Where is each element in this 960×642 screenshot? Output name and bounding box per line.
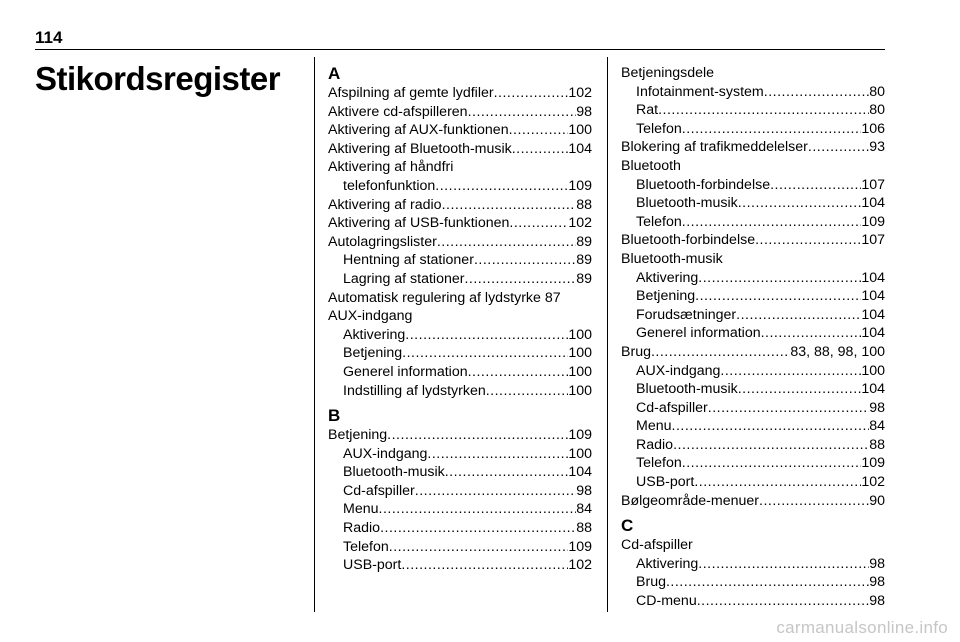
index-entry-bluetooth-forbindelse: [621, 231, 885, 250]
page-reference: 98: [576, 482, 592, 499]
dot-leader: [694, 473, 861, 492]
dot-leader: [380, 519, 576, 538]
page-reference: 109: [861, 455, 885, 472]
page-reference: 90: [869, 492, 885, 509]
index-entry-telefon: [621, 120, 885, 139]
entry-term: Bluetooth-musik: [636, 381, 738, 398]
index-entry-afspilning-af-gemte-lydfiler: [328, 84, 592, 103]
entry-term: Cd-afspiller: [343, 482, 415, 499]
entry-term: Aktivering af Bluetooth-musik: [328, 140, 512, 157]
index-entry-aktivering: [621, 555, 885, 574]
index-entry-usb-port: [621, 473, 885, 492]
dot-leader: [698, 269, 861, 288]
page-reference: 98: [869, 555, 885, 572]
index-entry-betjening: [328, 426, 592, 445]
dot-leader: [698, 555, 869, 574]
entry-term: Brug: [621, 343, 651, 360]
index-letter-heading: B: [328, 406, 341, 426]
index-entry-aktivering-af-håndfri: Aktivering af håndfri: [328, 159, 454, 176]
entry-term: Telefon: [636, 455, 682, 472]
page-reference: 80: [869, 83, 885, 100]
index-entry-blokering-af-trafikmeddelelser: [621, 138, 885, 157]
entry-term: Aktivering: [636, 269, 699, 286]
dot-leader: [682, 120, 862, 139]
dot-leader: [764, 83, 869, 102]
index-entry-aktivering-af-radio: [328, 196, 592, 215]
index-entry-generel-information: [621, 324, 885, 343]
dot-leader: [755, 231, 861, 250]
index-entry-bluetooth-musik: [621, 194, 885, 213]
page-reference: 98: [869, 399, 885, 416]
index-entry-rat: [621, 101, 885, 120]
dot-leader: [738, 194, 862, 213]
index-entry-menu: [621, 417, 885, 436]
entry-term: Menu: [636, 418, 672, 435]
page-reference: 109: [568, 538, 592, 555]
dot-leader: [672, 417, 870, 436]
index-entry-telefonfunktion: [328, 177, 592, 196]
page-reference: 98: [869, 593, 885, 610]
page-reference: 104: [861, 381, 885, 398]
index-column-2: [621, 64, 885, 611]
dot-leader: [494, 84, 569, 103]
entry-term: USB-port: [343, 557, 402, 574]
index-entry-cd-afspiller: Cd-afspiller: [621, 537, 693, 554]
entry-term: Radio: [343, 520, 381, 537]
page-reference: 106: [861, 120, 885, 137]
entry-term: Betjening: [636, 288, 696, 305]
dot-leader: [415, 482, 576, 501]
dot-leader: [708, 399, 869, 418]
page-reference: 80: [869, 102, 885, 119]
index-entry-telefon: [621, 213, 885, 232]
dot-leader: [761, 324, 862, 343]
index-entry-radio: [328, 519, 592, 538]
section-title: Stikordsregister: [35, 60, 281, 97]
index-entry-aux-indgang: [621, 362, 885, 381]
entry-term: AUX-indgang: [343, 445, 428, 462]
dot-leader: [738, 380, 862, 399]
index-entry-usb-port: [328, 556, 592, 575]
entry-term: Lagring af stationer: [343, 270, 465, 287]
page-reference: 100: [568, 363, 592, 380]
dot-leader: [673, 436, 869, 455]
entry-term: Bluetooth-forbindelse: [621, 232, 756, 249]
dot-leader: [512, 140, 569, 159]
dot-leader: [808, 138, 869, 157]
index-entry-aktivering-af-usb-funktionen: [328, 214, 592, 233]
dot-leader: [486, 382, 569, 401]
entry-term: AUX-indgang: [636, 362, 721, 379]
entry-term: Aktivere cd-afspilleren: [328, 103, 468, 120]
dot-leader: [468, 363, 569, 382]
entry-term: Indstilling af lydstyrken: [343, 382, 486, 399]
page-reference: 104: [861, 195, 885, 212]
dot-leader: [427, 445, 568, 464]
entry-term: telefonfunktion: [343, 177, 436, 194]
page-reference: 100: [568, 445, 592, 462]
dot-leader: [401, 556, 568, 575]
entry-term: Aktivering: [343, 326, 406, 343]
column-divider: [314, 57, 315, 612]
index-entry-hentning-af-stationer: [328, 251, 592, 270]
entry-term: Bluetooth-forbindelse: [636, 176, 771, 193]
page-reference: 89: [576, 270, 592, 287]
dot-leader: [651, 343, 790, 362]
entry-term: Bluetooth-musik: [343, 464, 445, 481]
index-letter-heading: A: [328, 64, 341, 83]
index-letter-heading: C: [621, 516, 634, 536]
column-divider: [607, 57, 608, 612]
index-entry-cd-afspiller: [328, 482, 592, 501]
page-reference: 104: [861, 269, 885, 286]
dot-leader: [509, 121, 569, 140]
dot-leader: [666, 573, 869, 592]
index-entry-aux-indgang: AUX-indgang: [328, 308, 413, 325]
entry-term: CD-menu: [636, 593, 697, 610]
page-reference: 107: [861, 232, 885, 249]
page-reference: 109: [568, 427, 592, 444]
entry-term: Aktivering af AUX-funktionen: [328, 122, 509, 139]
dot-leader: [720, 362, 861, 381]
dot-leader: [468, 103, 577, 122]
page-reference: 98: [576, 103, 592, 120]
page-reference: 84: [576, 501, 592, 518]
page-reference: 104: [861, 325, 885, 342]
page-reference: 88: [576, 196, 592, 213]
index-entry-lagring-af-stationer: [328, 270, 592, 289]
entry-term: USB-port: [636, 474, 695, 491]
page-reference: 93: [869, 139, 885, 156]
index-entry-brug: [621, 573, 885, 592]
index-entry-aktivering: [621, 269, 885, 288]
entry-term: Cd-afspiller: [636, 399, 708, 416]
index-entry-radio: [621, 436, 885, 455]
page-reference: 100: [568, 382, 592, 399]
entry-term: Rat: [636, 102, 659, 119]
index-entry-bølgeområde-menuer: [621, 492, 885, 511]
index-entry-bluetooth-musik: [621, 380, 885, 399]
page-reference: 89: [576, 252, 592, 269]
index-entry-bluetooth-musik: Bluetooth-musik: [621, 250, 723, 267]
page-reference: 104: [568, 140, 592, 157]
dot-leader: [379, 500, 577, 519]
entry-term: Bluetooth-musik: [636, 195, 738, 212]
entry-term: Generel information: [636, 325, 761, 342]
dot-leader: [405, 326, 568, 345]
page-reference: 98: [869, 574, 885, 591]
watermark: carmanualsonline.info: [776, 618, 948, 637]
page-reference: 102: [861, 474, 885, 491]
page-reference: 88: [576, 520, 592, 537]
entry-term: Forudsætninger: [636, 306, 737, 323]
entry-term: Aktivering: [636, 555, 699, 572]
index-entry-aktivering-af-bluetooth-musik: [328, 140, 592, 159]
dot-leader: [682, 454, 862, 473]
index-entry-automatisk-regulering-af-lydstyrke-87: Automatisk regulering af lydstyrke 87: [328, 289, 561, 306]
index-entry-bluetooth-forbindelse: [621, 176, 885, 195]
index-entry-betjening: [328, 344, 592, 363]
index-entry-bluetooth-musik: [328, 463, 592, 482]
page-reference: 100: [568, 122, 592, 139]
dot-leader: [697, 592, 870, 611]
page-reference: 100: [568, 345, 592, 362]
dot-leader: [658, 101, 869, 120]
entry-term: Aktivering af radio: [328, 196, 442, 213]
entry-term: Menu: [343, 501, 379, 518]
page-reference: 88: [869, 436, 885, 453]
index-entry-betjening: [621, 287, 885, 306]
page-reference: 104: [568, 464, 592, 481]
entry-term: Radio: [636, 436, 674, 453]
page-reference: 104: [861, 288, 885, 305]
index-entry-aktivering-af-aux-funktionen: [328, 121, 592, 140]
entry-term: Bølgeområde-menuer: [621, 492, 759, 509]
index-entry-autolagringslister: [328, 233, 592, 252]
dot-leader: [474, 251, 576, 270]
entry-term: Generel information: [343, 363, 468, 380]
dot-leader: [435, 177, 568, 196]
page-reference: 104: [861, 306, 885, 323]
page-reference: 100: [568, 326, 592, 343]
dot-leader: [759, 492, 869, 511]
dot-leader: [402, 344, 568, 363]
index-entry-cd-afspiller: [621, 399, 885, 418]
entry-term: Telefon: [343, 538, 389, 555]
page-reference: 109: [568, 177, 592, 194]
index-entry-aktivere-cd-afspilleren: [328, 103, 592, 122]
index-entry-aktivering: [328, 326, 592, 345]
entry-term: Autolagringslister: [328, 233, 437, 250]
index-entry-betjeningsdele: Betjeningsdele: [621, 65, 715, 81]
dot-leader: [695, 287, 861, 306]
page-reference: 107: [861, 176, 885, 193]
index-entry-infotainment-system: [621, 83, 885, 102]
dot-leader: [437, 233, 576, 252]
entry-term: Infotainment-system: [636, 83, 764, 100]
entry-term: Hentning af stationer: [343, 252, 474, 269]
index-entry-indstilling-af-lydstyrken: [328, 382, 592, 401]
dot-leader: [464, 270, 576, 289]
dot-leader: [387, 426, 568, 445]
page-reference: 89: [576, 233, 592, 250]
entry-term: Afspilning af gemte lydfiler: [328, 85, 494, 101]
index-entry-telefon: [621, 454, 885, 473]
page-reference: 100: [861, 362, 885, 379]
dot-leader: [770, 176, 861, 195]
index-entry-cd-menu: [621, 592, 885, 611]
index-entry-brug: [621, 343, 885, 362]
index-entry-bluetooth: Bluetooth: [621, 157, 681, 174]
dot-leader: [736, 306, 861, 325]
page-number: 114: [35, 28, 63, 47]
entry-term: Blokering af trafikmeddelelser: [621, 139, 808, 156]
dot-leader: [389, 538, 569, 557]
dot-leader: [682, 213, 862, 232]
dot-leader: [442, 196, 577, 215]
index-entry-forudsætninger: [621, 306, 885, 325]
entry-term: Telefon: [636, 120, 682, 137]
page-reference: 102: [568, 85, 592, 101]
header-rule: [35, 49, 885, 50]
page-reference: 84: [869, 418, 885, 435]
index-entry-telefon: [328, 538, 592, 557]
dot-leader: [509, 214, 568, 233]
page-reference: 109: [861, 213, 885, 230]
index-entry-generel-information: [328, 363, 592, 382]
entry-term: Betjening: [328, 427, 388, 444]
entry-term: Telefon: [636, 213, 682, 230]
index-entry-aux-indgang: [328, 445, 592, 464]
index-column-1: [328, 64, 592, 575]
page-reference: 102: [568, 215, 592, 232]
index-entry-menu: [328, 500, 592, 519]
entry-term: Aktivering af USB-funktionen: [328, 215, 510, 232]
entry-term: Brug: [636, 574, 666, 591]
page-reference: 102: [568, 557, 592, 574]
dot-leader: [445, 463, 569, 482]
entry-term: Betjening: [343, 345, 403, 362]
page-reference: 83, 88, 98, 100: [790, 343, 885, 360]
